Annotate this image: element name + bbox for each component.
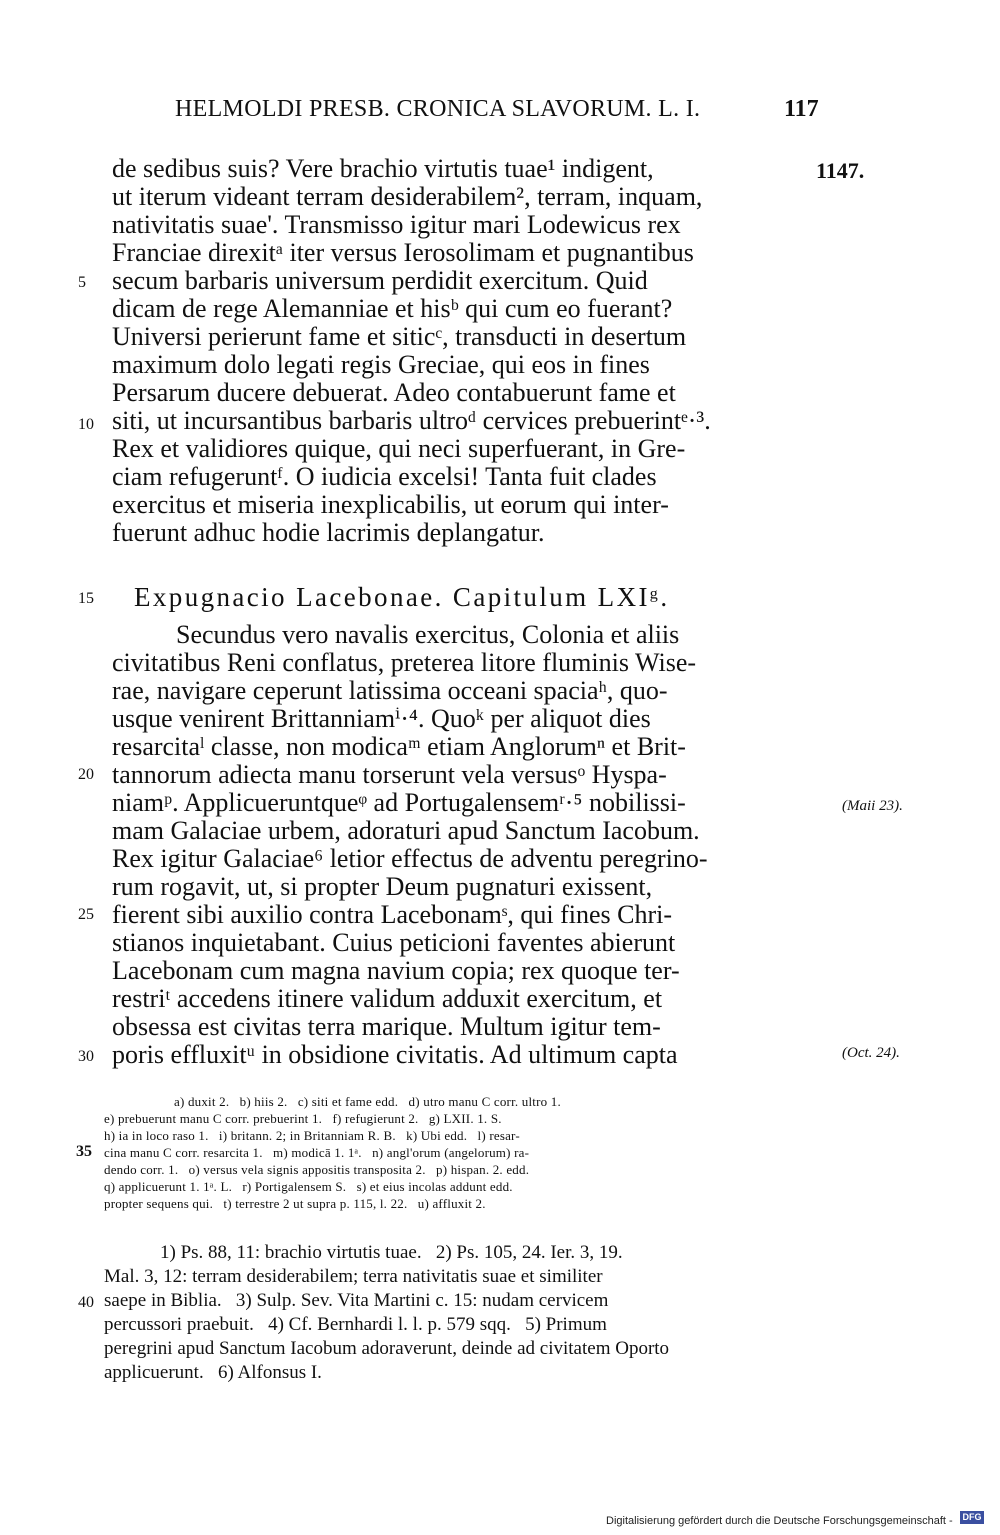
text-line: Franciae direxitᵃ iter versus Ierosolimam et pugnantibus <box>112 238 694 267</box>
text-line: Rex igitur Galaciae⁶ letior effectus de adventu peregrino- <box>112 844 708 873</box>
text-line: restriᵗ accedens itinere validum adduxit exercitum, et <box>112 984 663 1013</box>
text-line: de sedibus suis? Vere brachio virtutis tuae¹ indigent, <box>112 154 654 183</box>
text-line: Secundus vero navalis exercitus, Colonia et aliis <box>176 620 680 649</box>
text-line: secum barbaris universum perdidit exercitum. Quid <box>112 266 648 295</box>
text-line: Rex et validiores quique, qui neci superfuerant, in Gre- <box>112 434 686 463</box>
line-number: 10 <box>78 416 94 433</box>
text-line: nativitatis suae'. Transmisso igitur mari Lodewicus rex <box>112 210 681 239</box>
text-line: obsessa est civitas terra marique. Multum igitur tem- <box>112 1012 661 1041</box>
apparatus-line: h) ia in loco raso 1. i) britann. 2; in Britanniam R. B. k) Ubi edd. l) resar- <box>104 1128 520 1143</box>
note-line: Mal. 3, 12: terram desiderabilem; terra nativitatis suae et similiter <box>104 1266 603 1287</box>
text-line: ut iterum videant terram desiderabilem², terram, inquam, <box>112 182 703 211</box>
apparatus-line: propter sequens qui. t) terrestre 2 ut supra p. 115, l. 22. u) affluxit 2. <box>104 1196 486 1211</box>
text-line: stianos inquietabant. Cuius peticioni faventes abierunt <box>112 928 676 957</box>
text-line: exercitus et miseria inexplicabilis, ut eorum qui inter- <box>112 490 669 519</box>
text-line: tannorum adiecta manu torserunt vela versusᵒ Hyspa- <box>112 760 667 789</box>
line-number: 30 <box>78 1048 94 1065</box>
page-number: 117 <box>784 96 819 122</box>
chapter-title: Expugnacio Lacebonae. Capitulum LXIᵍ. <box>134 582 670 612</box>
line-number: 35 <box>76 1143 92 1160</box>
line-number: 5 <box>78 274 86 291</box>
margin-date-maii: (Maii 23). <box>842 798 903 814</box>
text-line: niamᵖ. Applicueruntqueᵠ ad Portugalensemʳ·⁵ nobilissi- <box>112 788 686 817</box>
apparatus-line: dendo corr. 1. o) versus vela signis appositis transposita 2. p) hispan. 2. edd. <box>104 1162 530 1177</box>
text-line: maximum dolo legati regis Greciae, qui eos in fines <box>112 350 650 379</box>
line-number: 40 <box>78 1294 94 1311</box>
text-line: Persarum ducere debuerat. Adeo contabuerunt fame et <box>112 378 676 407</box>
apparatus-line: q) applicuerunt 1. 1ᵃ. L. r) Portigalensem S. s) et eius incolas addunt edd. <box>104 1179 513 1194</box>
line-number: 25 <box>78 906 94 923</box>
text-line: siti, ut incursantibus barbaris ultroᵈ cervices prebuerintᵉ·³. <box>112 406 711 435</box>
note-line: 1) Ps. 88, 11: brachio virtutis tuae. 2) Ps. 105, 24. Ier. 3, 19. <box>160 1242 623 1263</box>
margin-date-oct: (Oct. 24). <box>842 1045 900 1061</box>
margin-year: 1147. <box>816 158 865 183</box>
text-line: mam Galaciae urbem, adoraturi apud Sanctum Iacobum. <box>112 816 700 845</box>
text-line: rae, navigare ceperunt latissima occeani spaciaʰ, quo- <box>112 676 668 705</box>
text-line: dicam de rege Alemanniae et hisᵇ qui cum eo fuerant? <box>112 294 673 323</box>
text-line: Universi perierunt fame et siticᶜ, transducti in desertum <box>112 322 687 351</box>
note-line: peregrini apud Sanctum Iacobum adoraverunt, deinde ad civitatem Oporto <box>104 1338 670 1359</box>
text-line: resarcitaˡ classe, non modicaᵐ etiam Anglorumⁿ et Brit- <box>112 732 686 761</box>
note-line: percussori praebuit. 4) Cf. Bernhardi l. l. p. 579 sqq. 5) Primum <box>104 1314 607 1335</box>
note-line: saepe in Biblia. 3) Sulp. Sev. Vita Martini c. 15: nudam cervicem <box>104 1290 609 1311</box>
apparatus-line: a) duxit 2. b) hiis 2. c) siti et fame edd. d) utro manu C corr. ultro 1. <box>174 1094 561 1109</box>
text-line: civitatibus Reni conflatus, preterea litore fluminis Wise- <box>112 648 697 677</box>
digitization-credit: Digitalisierung gefördert durch die Deutsche Forschungsgemeinschaft - <box>606 1515 953 1527</box>
text-line: Lacebonam cum magna navium copia; rex quoque ter- <box>112 956 680 985</box>
dfg-logo: DFG <box>960 1511 984 1524</box>
apparatus-line: e) prebuerunt manu C corr. prebuerint 1. f) refugierunt 2. g) LXII. 1. S. <box>104 1111 502 1126</box>
note-line: applicuerunt. 6) Alfonsus I. <box>104 1362 322 1383</box>
line-number: 15 <box>78 590 94 607</box>
text-line: rum rogavit, ut, si propter Deum pugnaturi exissent, <box>112 872 653 901</box>
running-title: HELMOLDI PRESB. CRONICA SLAVORUM. L. I. <box>175 96 701 122</box>
text-line: fuerunt adhuc hodie lacrimis deplangatur. <box>112 518 545 547</box>
apparatus-line: cina manu C corr. resarcita 1. m) modicā 1. 1ᵃ. n) angl'orum (angelorum) ra- <box>104 1145 530 1160</box>
text-line: usque venirent Brittanniamⁱ·⁴. Quoᵏ per aliquot dies <box>112 704 651 733</box>
text-line: fierent sibi auxilio contra Lacebonamˢ, qui fines Chri- <box>112 900 673 929</box>
text-line: ciam refugeruntᶠ. O iudicia excelsi! Tanta fuit clades <box>112 462 657 491</box>
line-number: 20 <box>78 766 94 783</box>
text-line: poris effluxitᵘ in obsidione civitatis. Ad ultimum capta <box>112 1040 678 1069</box>
